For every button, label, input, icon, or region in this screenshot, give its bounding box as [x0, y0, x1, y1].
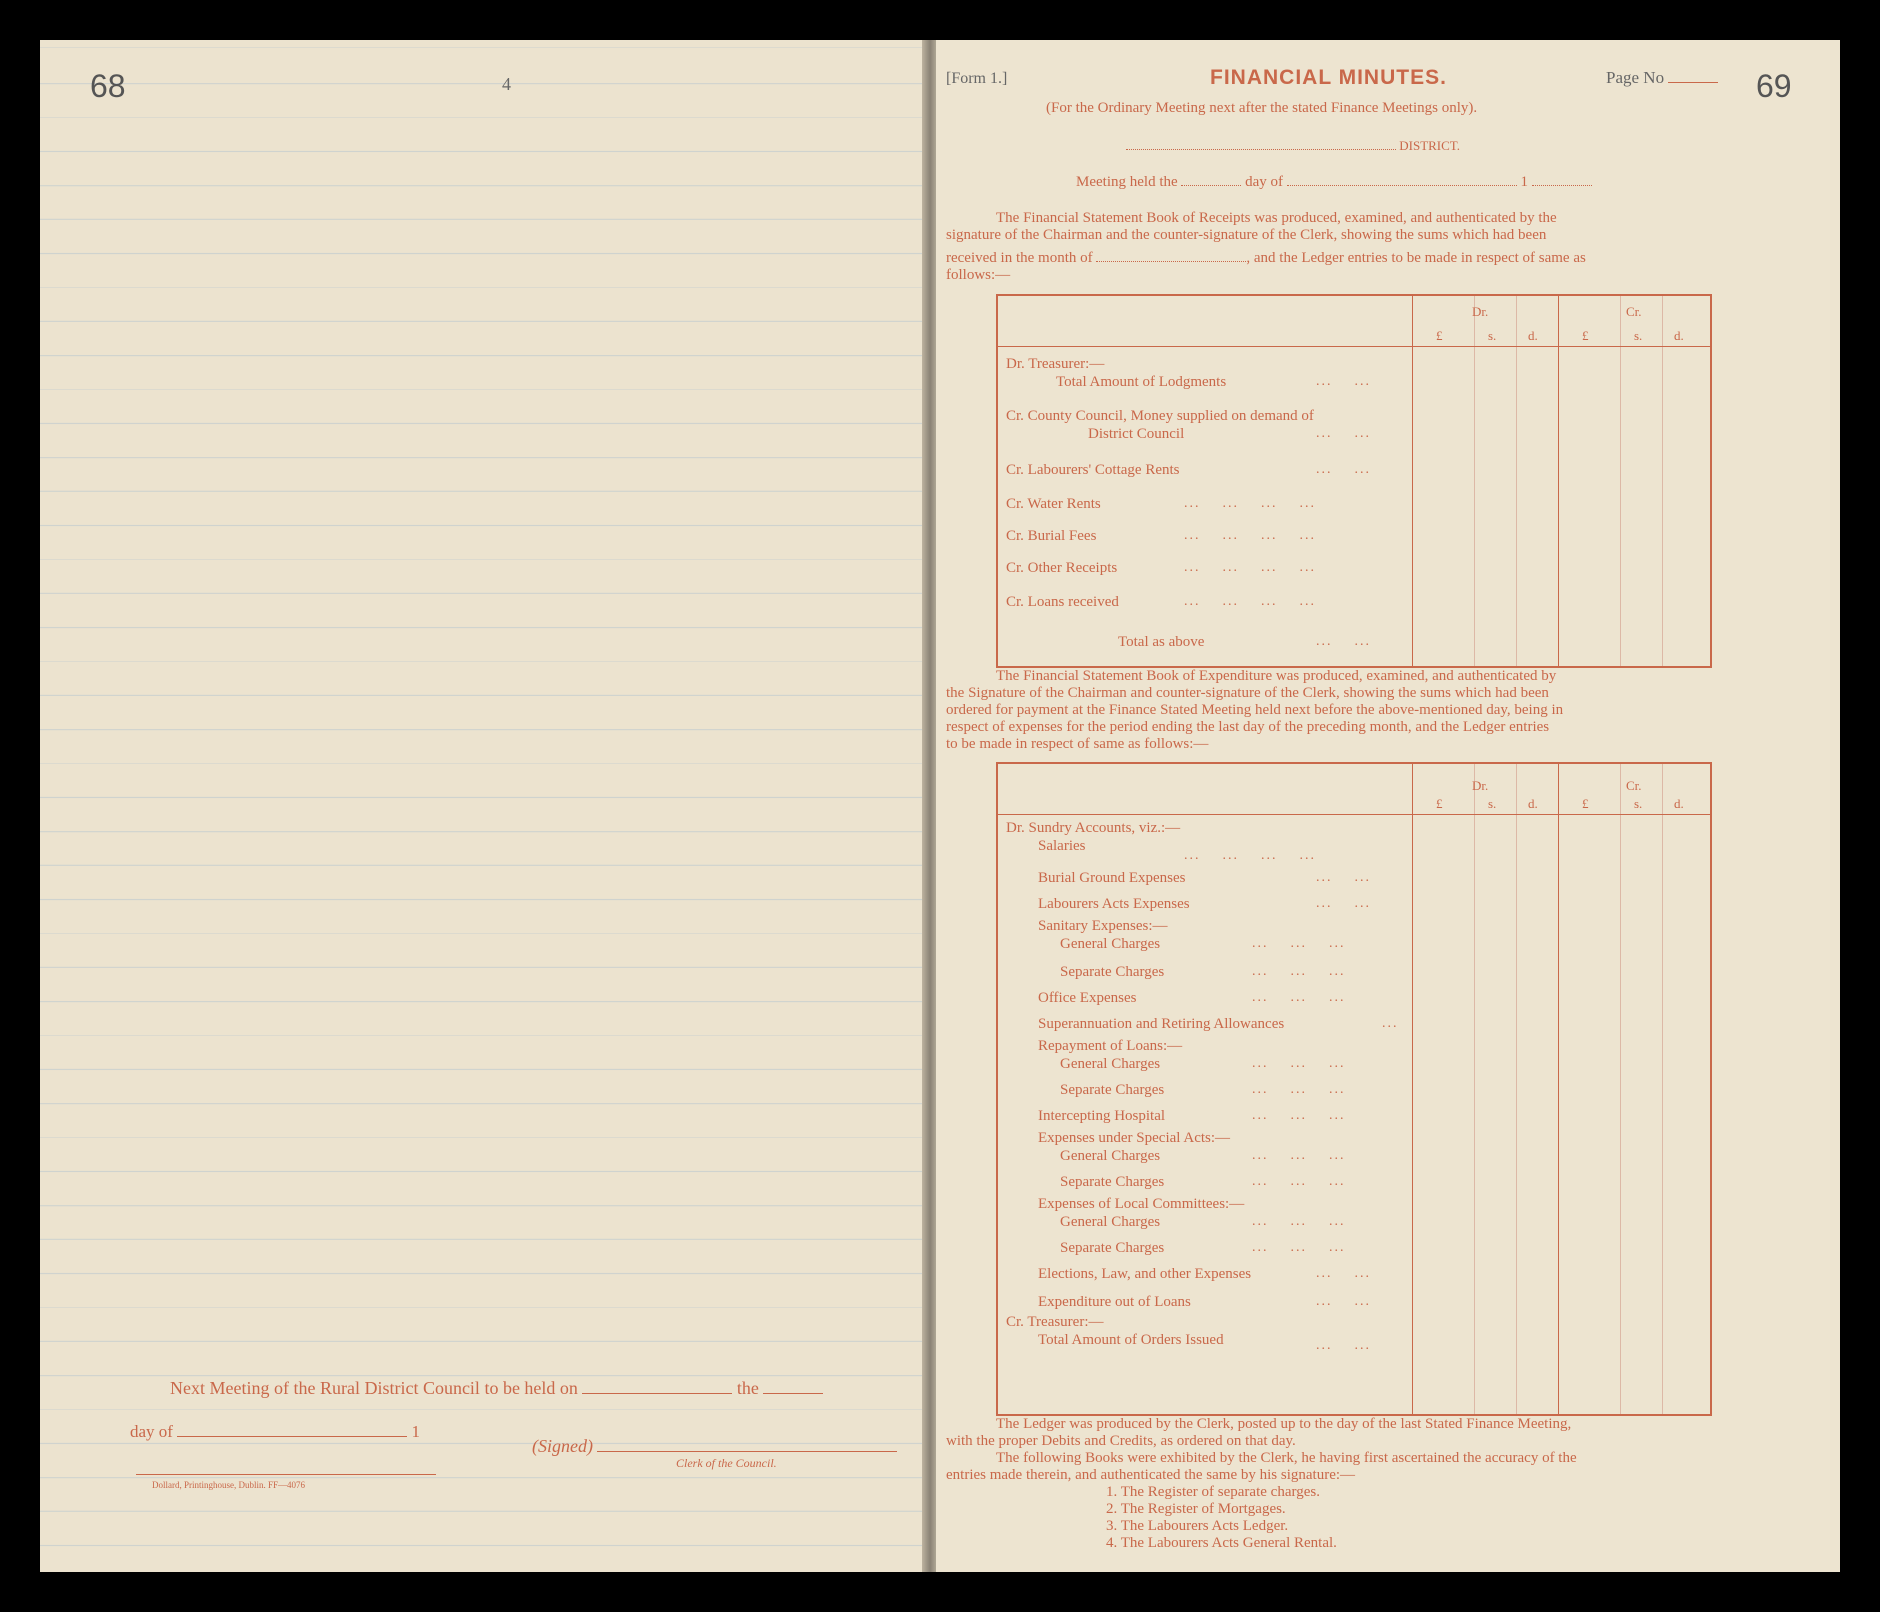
day-of-line: [130, 1422, 420, 1442]
district-label: DISTRICT.: [1399, 138, 1461, 153]
receipts-cr-pound: £: [1582, 328, 1589, 343]
receipts-row-label: Cr. Other Receipts: [1006, 560, 1118, 576]
leader-dots: ... ...: [1316, 634, 1371, 649]
leader-dots: ... ... ...: [1252, 1082, 1346, 1097]
expenditure-row-label: General Charges: [1060, 1148, 1161, 1164]
ledger-paragraph: [946, 1416, 1826, 1552]
leader-dots: ... ... ... ...: [1184, 528, 1316, 543]
district-line: [1126, 138, 1460, 154]
page-no-label: Page No: [1606, 68, 1665, 87]
receipts-dr-shillings: s.: [1488, 328, 1497, 343]
page-subtitle: (For the Ordinary Meeting next after the stated Finance Meetings only).: [1046, 100, 1478, 116]
printer-imprint: Dollard, Printinghouse, Dublin. FF—4076: [152, 1480, 306, 1490]
expenditure-paragraph: [946, 668, 1826, 753]
meeting-day-of-label: day of: [1245, 174, 1284, 190]
books-list: [946, 1484, 1826, 1552]
district-field[interactable]: [1126, 148, 1396, 150]
receipts-para-line2: signature of the Chairman and the counter-signature of the Clerk, showing the sums which had been: [946, 227, 1547, 243]
expenditure-row-label: Superannuation and Retiring Allowances: [1038, 1016, 1285, 1032]
expenditure-dr-pence: d.: [1528, 796, 1538, 811]
leader-dots: ... ...: [1316, 374, 1371, 389]
leader-dots: ... ... ...: [1252, 1148, 1346, 1163]
receipts-row-label: Total Amount of Lodgments: [1056, 374, 1227, 390]
receipts-row-label: Cr. Water Rents: [1006, 496, 1101, 512]
meeting-year-field[interactable]: [1532, 184, 1592, 186]
left-small-number: 4: [502, 74, 511, 94]
receipts-cr-pence: d.: [1674, 328, 1684, 343]
expenditure-para-line2: the Signature of the Chairman and counter-signature of the Clerk, showing the sums which had been: [946, 685, 1549, 701]
expenditure-row-label: Expenditure out of Loans: [1038, 1294, 1191, 1310]
expenditure-row-label: Elections, Law, and other Expenses: [1038, 1266, 1252, 1282]
leader-dots: ... ... ... ...: [1184, 848, 1316, 863]
receipts-cr-shillings: s.: [1634, 328, 1643, 343]
right-page-number: 69: [1756, 68, 1792, 104]
receipts-para-line3: [946, 250, 1826, 267]
receipts-para-line3b: , and the Ledger entries to be made in respect of same as: [1246, 250, 1586, 266]
book-item: 1. The Register of separate charges.: [1106, 1484, 1320, 1500]
expenditure-row-label: Expenses of Local Committees:—: [1038, 1196, 1245, 1212]
next-meeting-date-field[interactable]: [582, 1392, 732, 1394]
expenditure-row-label: Intercepting Hospital: [1038, 1108, 1166, 1124]
day-of-field[interactable]: [177, 1435, 407, 1437]
leader-dots: ... ... ...: [1252, 1056, 1346, 1071]
expenditure-row-label: Separate Charges: [1060, 964, 1165, 980]
leader-dots: ... ...: [1316, 870, 1371, 885]
expenditure-dr-pound: £: [1436, 796, 1443, 811]
leader-dots: ... ... ...: [1252, 1108, 1346, 1123]
book-item: 4. The Labourers Acts General Rental.: [1106, 1535, 1337, 1551]
meeting-month-field[interactable]: [1287, 184, 1517, 186]
right-page: [936, 40, 1840, 1572]
page-title: FINANCIAL MINUTES.: [1210, 66, 1447, 89]
receipts-row-label: Cr. Burial Fees: [1006, 528, 1097, 544]
receipts-paragraph: [946, 210, 1826, 284]
day-of-text: day of: [130, 1422, 173, 1441]
next-meeting-text: Next Meeting of the Rural District Council to be held on: [170, 1378, 578, 1398]
expenditure-row-label: General Charges: [1060, 1056, 1161, 1072]
ledger-para-line1: The Ledger was produced by the Clerk, posted up to the day of the last Stated Finance Meeting,: [996, 1416, 1572, 1432]
leader-dots: ... ...: [1316, 1266, 1371, 1281]
receipts-row-label: Cr. County Council, Money supplied on demand of: [1006, 408, 1314, 424]
receipts-dr-header: Dr.: [1472, 304, 1489, 319]
books-para-line2: entries made therein, and authenticated the same by his signature:—: [946, 1467, 1356, 1483]
page-no-field[interactable]: [1668, 81, 1718, 83]
the-text: the: [736, 1378, 759, 1398]
meeting-held-line: [1076, 174, 1592, 191]
expenditure-total-label: Total Amount of Orders Issued: [1038, 1332, 1224, 1348]
expenditure-dr-header: Dr.: [1472, 778, 1489, 793]
book-item: 2. The Register of Mortgages.: [1106, 1501, 1286, 1517]
receipts-para-line3a: received in the month of: [946, 250, 1093, 266]
leader-dots: ... ...: [1316, 1338, 1371, 1353]
expenditure-row-label: Salaries: [1038, 838, 1086, 854]
expenditure-row-label: Office Expenses: [1038, 990, 1137, 1006]
expenditure-row-label: Labourers Acts Expenses: [1038, 896, 1190, 912]
receipts-dr-pound: £: [1436, 328, 1443, 343]
signed-line: [532, 1436, 897, 1457]
signature-field[interactable]: [597, 1450, 897, 1452]
expenditure-cr-pence: d.: [1674, 796, 1684, 811]
expenditure-cr-shillings: s.: [1634, 796, 1643, 811]
leader-dots: ... ... ...: [1252, 1174, 1346, 1189]
expenditure-para-line1: The Financial Statement Book of Expenditure was produced, examined, and authenticated by: [996, 668, 1557, 684]
next-meeting-the-field[interactable]: [763, 1392, 823, 1394]
leader-dots: ... ... ... ...: [1184, 496, 1316, 511]
year-prefix: 1: [411, 1422, 420, 1441]
receipts-para-line1: The Financial Statement Book of Receipts was produced, examined, and authenticated by the: [996, 210, 1557, 226]
expenditure-row-label: Repayment of Loans:—: [1038, 1038, 1183, 1054]
imprint-rule: [136, 1474, 436, 1475]
leader-dots: ... ... ...: [1252, 1214, 1346, 1229]
meeting-held-label: Meeting held the: [1076, 174, 1178, 190]
expenditure-para-line3: ordered for payment at the Finance Stated Meeting held next before the above-mentioned day, being in: [946, 702, 1564, 718]
expenditure-row-label: General Charges: [1060, 1214, 1161, 1230]
signed-label: (Signed): [532, 1436, 593, 1456]
page-no-line: [1606, 68, 1718, 88]
book-item: 3. The Labourers Acts Ledger.: [1106, 1518, 1289, 1534]
expenditure-row-label: Separate Charges: [1060, 1240, 1165, 1256]
leader-dots: ... ... ...: [1252, 1240, 1346, 1255]
leader-dots: ... ... ... ...: [1184, 560, 1316, 575]
expenditure-para-line5: to be made in respect of same as follows:—: [946, 736, 1209, 752]
books-para-line1: The following Books were exhibited by the Clerk, he having first ascertained the accuracy of the: [996, 1450, 1577, 1466]
receipts-para-line4: follows:—: [946, 267, 1011, 283]
expenditure-row-label: Dr. Sundry Accounts, viz.:—: [1006, 820, 1181, 836]
leader-dots: ... ... ...: [1252, 990, 1346, 1005]
receipts-cr-header: Cr.: [1626, 304, 1642, 319]
next-meeting-line: [170, 1378, 823, 1399]
expenditure-cr-pound: £: [1582, 796, 1589, 811]
expenditure-cr-header: Cr.: [1626, 778, 1642, 793]
expenditure-row-label: Burial Ground Expenses: [1038, 870, 1186, 886]
leader-dots: ... ... ...: [1252, 936, 1346, 951]
expenditure-row-label: General Charges: [1060, 936, 1161, 952]
meeting-year-prefix: 1: [1520, 174, 1529, 190]
clerk-label: Clerk of the Council.: [676, 1456, 777, 1470]
receipts-month-field[interactable]: [1096, 260, 1246, 262]
left-page: [40, 40, 930, 1572]
expenditure-row-label: Separate Charges: [1060, 1082, 1165, 1098]
expenditure-row-label: Separate Charges: [1060, 1174, 1165, 1190]
form-label: [Form 1.]: [946, 70, 1008, 87]
ledger-para-line2: with the proper Debits and Credits, as ordered on that day.: [946, 1433, 1296, 1449]
leader-dots: ... ... ... ...: [1184, 594, 1316, 609]
receipts-total-label: Total as above: [1118, 634, 1205, 650]
leader-dots: ... ...: [1316, 462, 1371, 477]
leader-dots: ... ... ...: [1252, 964, 1346, 979]
receipts-row-label: Cr. Labourers' Cottage Rents: [1006, 462, 1180, 478]
expenditure-para-line4: respect of expenses for the period ending the last day of the preceding month, and the Ledger entries: [946, 719, 1550, 735]
expenditure-table: [996, 762, 1712, 1416]
leader-dots: ... ...: [1316, 896, 1371, 911]
receipts-row-label: Cr. Loans received: [1006, 594, 1119, 610]
expenditure-dr-shillings: s.: [1488, 796, 1497, 811]
leader-dots: ... ...: [1316, 1294, 1371, 1309]
receipts-row-label: District Council: [1088, 426, 1185, 442]
receipts-table: [996, 294, 1712, 668]
expenditure-row-label: Cr. Treasurer:—: [1006, 1314, 1104, 1330]
expenditure-row-label: Sanitary Expenses:—: [1038, 918, 1168, 934]
receipts-row-label: Dr. Treasurer:—: [1006, 356, 1105, 372]
expenditure-row-label: Expenses under Special Acts:—: [1038, 1130, 1231, 1146]
left-page-number: 68: [90, 68, 126, 104]
meeting-day-field[interactable]: [1181, 184, 1241, 186]
leader-dots: ...: [1382, 1016, 1399, 1031]
receipts-dr-pence: d.: [1528, 328, 1538, 343]
leader-dots: ... ...: [1316, 426, 1371, 441]
